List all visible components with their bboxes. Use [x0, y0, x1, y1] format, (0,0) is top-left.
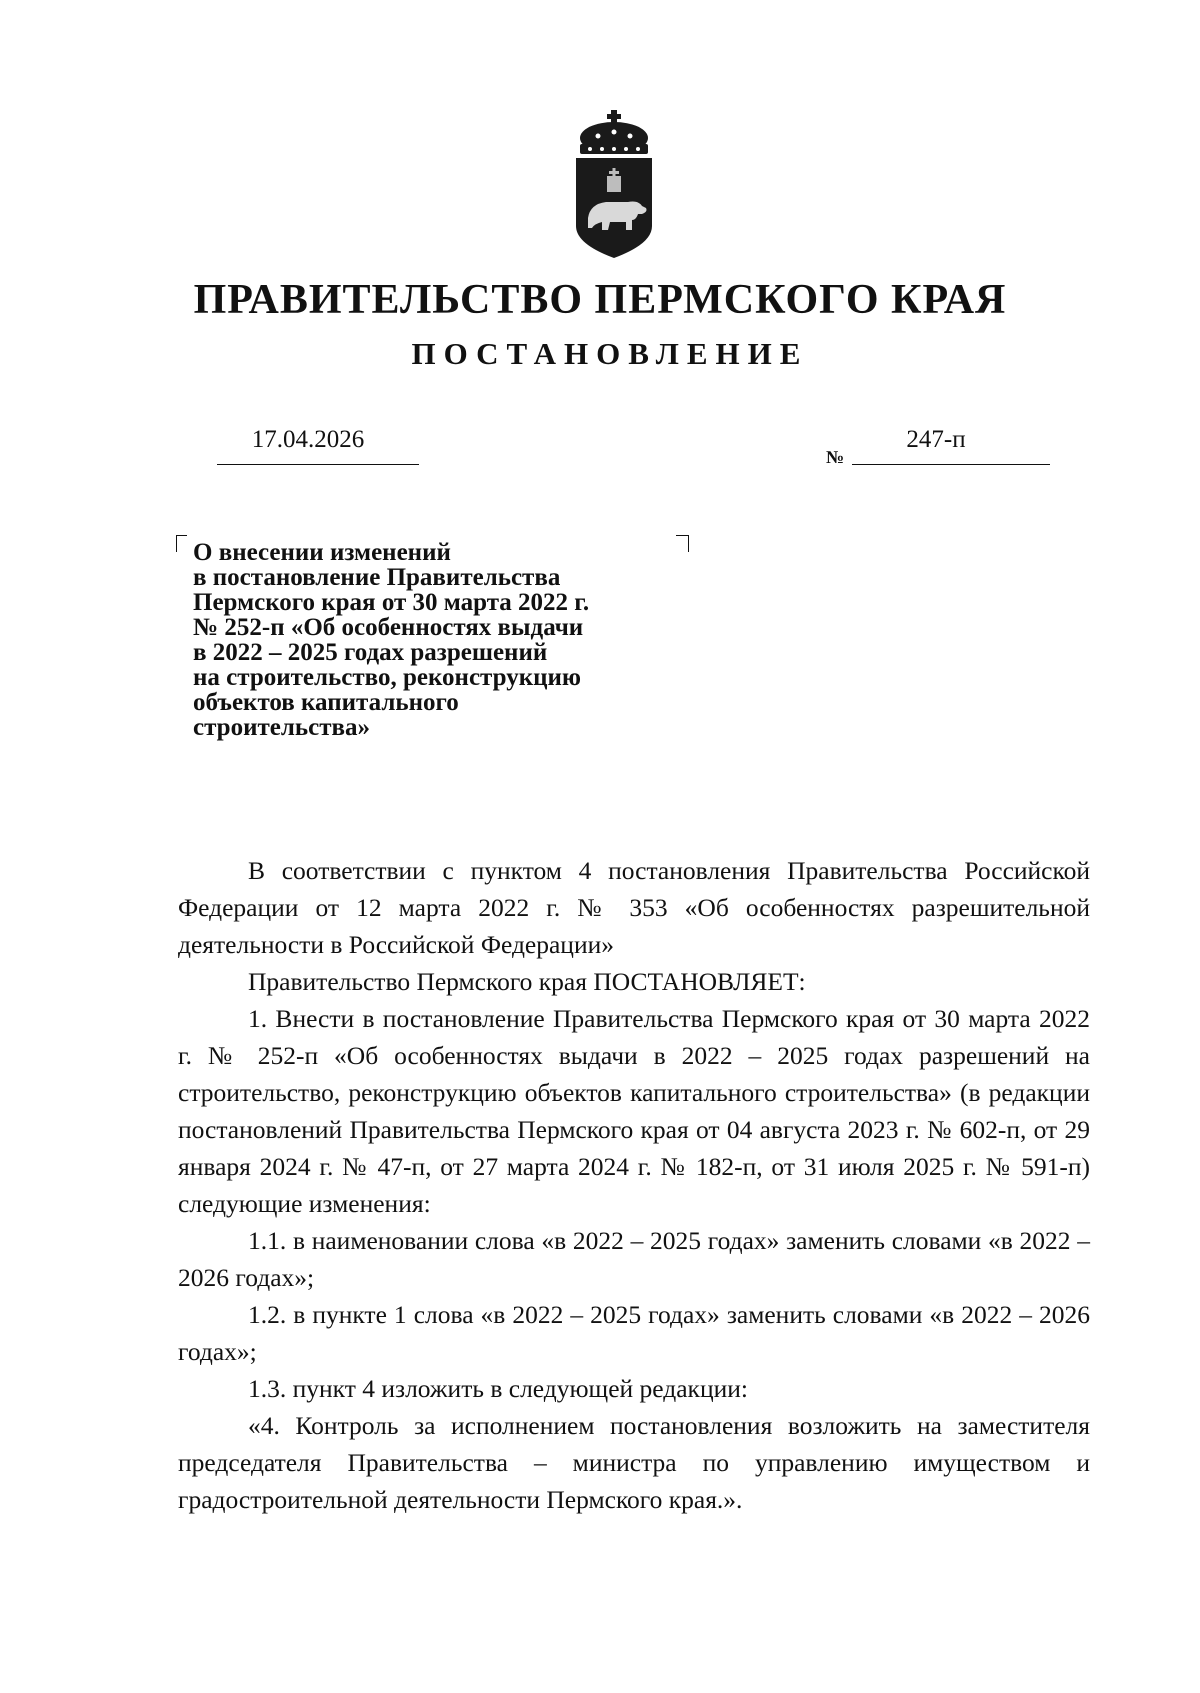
subject-line: О внесении изменений [193, 539, 451, 566]
subject-line: в постановление Правительства [193, 564, 561, 591]
body-paragraph: Правительство Пермского края ПОСТАНОВЛЯЕТ: [248, 967, 806, 996]
document-body [178, 852, 1090, 1518]
document-number: 247-п [906, 426, 966, 453]
document-subject [193, 540, 693, 740]
number-field [852, 426, 1050, 465]
subject-line: на строительство, реконструкцию [193, 664, 582, 691]
body-paragraph: «4. Контроль за исполнением постановления возложить на заместителя председателя Правительства – министра по управлению имуществом и градостроительной деятельности Пермского края.». [178, 1411, 1090, 1514]
body-paragraph: В соответствии с пунктом 4 постановления Правительства Российской Федерации от 12 марта 2022 г. № 353 «Об особенностях разрешительной деятельности в Российской Федерации» [178, 856, 1090, 959]
coat-of-arms-icon [566, 108, 662, 260]
subject-corner-left [176, 535, 187, 552]
number-label: № [826, 447, 845, 467]
body-paragraph: 1.1. в наименовании слова «в 2022 – 2025 годах» заменить словами «в 2022 – 2026 годах»; [178, 1226, 1090, 1292]
subject-line: № 252-п «Об особенностях выдачи [193, 614, 584, 641]
document-date: 17.04.2026 [251, 426, 365, 453]
organization-title: ПРАВИТЕЛЬСТВО ПЕРМСКОГО КРАЯ [193, 277, 1007, 323]
subject-line: строительства» [193, 714, 370, 741]
subject-line: Пермского края от 30 марта 2022 г. [193, 589, 590, 616]
body-paragraph: 1. Внести в постановление Правительства Пермского края от 30 марта 2022 г. № 252-п «Об особенностях выдачи в 2022 – 2025 годах разрешений на строительство, реконструкцию объектов капитального строительства» (в редакции постановлений Правительства Пермского края от 04 августа 2023 г. № 602-п, от 29 января 2024 г. № 47-п, от 27 марта 2024 г. № 182-п, от 31 июля 2025 г. № 591-п) следующие изменения: [178, 1004, 1090, 1218]
body-paragraph: 1.2. в пункте 1 слова «в 2022 – 2025 годах» заменить словами «в 2022 – 2026 годах»; [178, 1300, 1090, 1366]
subject-line: объектов капитального [193, 689, 459, 716]
body-paragraph: 1.3. пункт 4 изложить в следующей редакции: [248, 1374, 748, 1403]
date-field [217, 426, 419, 465]
subject-line: в 2022 – 2025 годах разрешений [193, 639, 548, 666]
document-type: ПОСТАНОВЛЕНИЕ [411, 336, 809, 371]
